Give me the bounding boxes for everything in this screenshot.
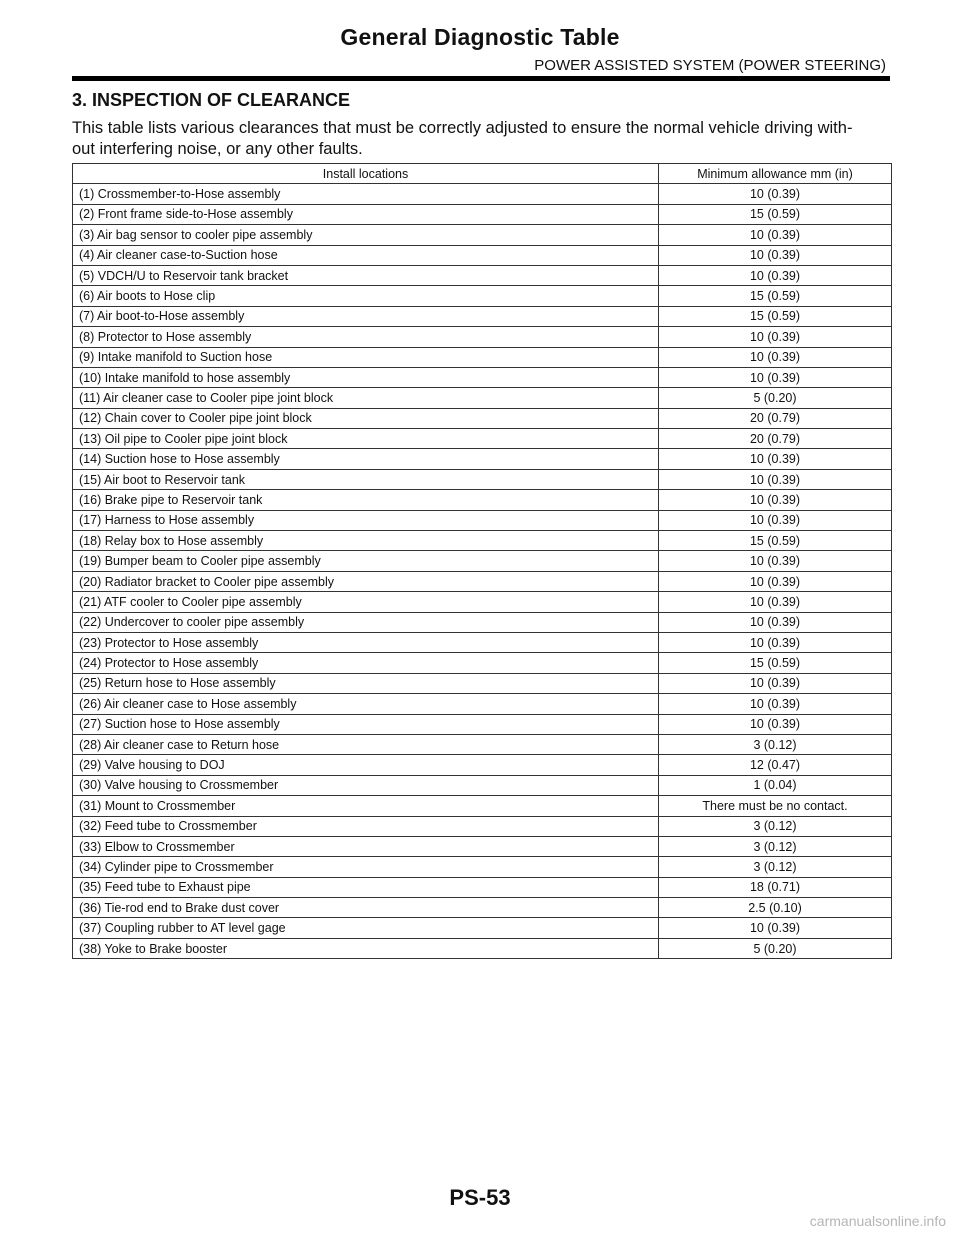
table-row (73, 898, 892, 918)
install-location-cell: (25) Return hose to Hose assembly (73, 673, 659, 693)
table-row (73, 653, 892, 673)
minimum-allowance-cell: 10 (0.39) (659, 571, 892, 591)
minimum-allowance-cell: 10 (0.39) (659, 551, 892, 571)
minimum-allowance-cell: 1 (0.04) (659, 775, 892, 795)
page-number: PS-53 (449, 1185, 511, 1210)
install-location-cell: (2) Front frame side-to-Hose assembly (73, 204, 659, 224)
table-row (73, 734, 892, 754)
install-location-cell: (38) Yoke to Brake booster (73, 938, 659, 958)
minimum-allowance-cell: 20 (0.79) (659, 408, 892, 428)
minimum-allowance-cell: 15 (0.59) (659, 204, 892, 224)
install-location-cell: (21) ATF cooler to Cooler pipe assembly (73, 592, 659, 612)
table-row (73, 877, 892, 897)
minimum-allowance-cell: 10 (0.39) (659, 918, 892, 938)
table-header-row (73, 164, 892, 184)
minimum-allowance-cell: 18 (0.71) (659, 877, 892, 897)
minimum-allowance-cell: 15 (0.59) (659, 531, 892, 551)
minimum-allowance-cell: 10 (0.39) (659, 694, 892, 714)
minimum-allowance-cell: 10 (0.39) (659, 632, 892, 652)
clearance-table (72, 163, 892, 959)
minimum-allowance-cell: 10 (0.39) (659, 449, 892, 469)
install-location-cell: (8) Protector to Hose assembly (73, 327, 659, 347)
table-row (73, 490, 892, 510)
minimum-allowance-cell: 10 (0.39) (659, 367, 892, 387)
minimum-allowance-cell: 10 (0.39) (659, 673, 892, 693)
table-row (73, 408, 892, 428)
install-location-cell: (5) VDCH/U to Reservoir tank bracket (73, 265, 659, 285)
table-row (73, 388, 892, 408)
minimum-allowance-cell: 15 (0.59) (659, 653, 892, 673)
minimum-allowance-cell: 10 (0.39) (659, 184, 892, 204)
header-divider (72, 76, 890, 81)
minimum-allowance-cell: 10 (0.39) (659, 490, 892, 510)
minimum-allowance-cell: 20 (0.79) (659, 429, 892, 449)
minimum-allowance-cell: 10 (0.39) (659, 714, 892, 734)
install-location-cell: (14) Suction hose to Hose assembly (73, 449, 659, 469)
install-location-cell: (20) Radiator bracket to Cooler pipe assembly (73, 571, 659, 591)
table-row (73, 306, 892, 326)
table-row (73, 347, 892, 367)
table-row (73, 286, 892, 306)
table-row (73, 510, 892, 530)
install-location-cell: (26) Air cleaner case to Hose assembly (73, 694, 659, 714)
page-title: General Diagnostic Table (340, 24, 620, 50)
table-row (73, 694, 892, 714)
minimum-allowance-cell: 15 (0.59) (659, 286, 892, 306)
install-location-cell: (22) Undercover to cooler pipe assembly (73, 612, 659, 632)
install-location-cell: (12) Chain cover to Cooler pipe joint block (73, 408, 659, 428)
table-body (73, 184, 892, 959)
minimum-allowance-cell: 10 (0.39) (659, 265, 892, 285)
table-row (73, 245, 892, 265)
table-row (73, 449, 892, 469)
minimum-allowance-cell: 10 (0.39) (659, 469, 892, 489)
install-location-cell: (16) Brake pipe to Reservoir tank (73, 490, 659, 510)
minimum-allowance-cell: 15 (0.59) (659, 306, 892, 326)
install-location-cell: (29) Valve housing to DOJ (73, 755, 659, 775)
table-row (73, 469, 892, 489)
install-location-cell: (32) Feed tube to Crossmember (73, 816, 659, 836)
table-row (73, 632, 892, 652)
minimum-allowance-cell: 3 (0.12) (659, 836, 892, 856)
minimum-allowance-cell: 3 (0.12) (659, 857, 892, 877)
install-location-cell: (18) Relay box to Hose assembly (73, 531, 659, 551)
install-location-cell: (1) Crossmember-to-Hose assembly (73, 184, 659, 204)
install-location-cell: (35) Feed tube to Exhaust pipe (73, 877, 659, 897)
table-row (73, 327, 892, 347)
clearance-table-container (72, 163, 891, 959)
install-location-cell: (37) Coupling rubber to AT level gage (73, 918, 659, 938)
column-header-install-locations: Install locations (73, 164, 659, 184)
intro-paragraph (72, 118, 892, 160)
table-row (73, 429, 892, 449)
install-location-cell: (17) Harness to Hose assembly (73, 510, 659, 530)
install-location-cell: (10) Intake manifold to hose assembly (73, 367, 659, 387)
install-location-cell: (19) Bumper beam to Cooler pipe assembly (73, 551, 659, 571)
table-row (73, 918, 892, 938)
minimum-allowance-cell: 5 (0.20) (659, 388, 892, 408)
intro-line-1: This table lists various clearances that must be correctly adjusted to ensure the normal vehicle driving with- (72, 119, 853, 137)
table-row (73, 265, 892, 285)
table-row (73, 612, 892, 632)
minimum-allowance-cell: 3 (0.12) (659, 734, 892, 754)
table-row (73, 184, 892, 204)
table-row (73, 755, 892, 775)
install-location-cell: (33) Elbow to Crossmember (73, 836, 659, 856)
minimum-allowance-cell: 10 (0.39) (659, 225, 892, 245)
install-location-cell: (23) Protector to Hose assembly (73, 632, 659, 652)
minimum-allowance-cell: 10 (0.39) (659, 347, 892, 367)
minimum-allowance-cell: 10 (0.39) (659, 327, 892, 347)
table-row (73, 367, 892, 387)
table-row (73, 225, 892, 245)
intro-line-2: out interfering noise, or any other faults. (72, 140, 363, 158)
table-row (73, 857, 892, 877)
install-location-cell: (30) Valve housing to Crossmember (73, 775, 659, 795)
table-row (73, 775, 892, 795)
install-location-cell: (27) Suction hose to Hose assembly (73, 714, 659, 734)
table-row (73, 551, 892, 571)
minimum-allowance-cell: 5 (0.20) (659, 938, 892, 958)
table-row (73, 204, 892, 224)
table-row (73, 571, 892, 591)
install-location-cell: (28) Air cleaner case to Return hose (73, 734, 659, 754)
table-row (73, 592, 892, 612)
install-location-cell: (3) Air bag sensor to cooler pipe assembly (73, 225, 659, 245)
install-location-cell: (4) Air cleaner case-to-Suction hose (73, 245, 659, 265)
table-row (73, 836, 892, 856)
install-location-cell: (13) Oil pipe to Cooler pipe joint block (73, 429, 659, 449)
section-heading: 3. INSPECTION OF CLEARANCE (72, 90, 351, 110)
minimum-allowance-cell: 10 (0.39) (659, 592, 892, 612)
minimum-allowance-cell: There must be no contact. (659, 796, 892, 816)
install-location-cell: (24) Protector to Hose assembly (73, 653, 659, 673)
minimum-allowance-cell: 10 (0.39) (659, 612, 892, 632)
table-row (73, 816, 892, 836)
minimum-allowance-cell: 3 (0.12) (659, 816, 892, 836)
install-location-cell: (34) Cylinder pipe to Crossmember (73, 857, 659, 877)
minimum-allowance-cell: 10 (0.39) (659, 245, 892, 265)
install-location-cell: (15) Air boot to Reservoir tank (73, 469, 659, 489)
table-row (73, 938, 892, 958)
minimum-allowance-cell: 12 (0.47) (659, 755, 892, 775)
minimum-allowance-cell: 2.5 (0.10) (659, 898, 892, 918)
section-subtitle: POWER ASSISTED SYSTEM (POWER STEERING) (534, 57, 886, 74)
install-location-cell: (7) Air boot-to-Hose assembly (73, 306, 659, 326)
install-location-cell: (9) Intake manifold to Suction hose (73, 347, 659, 367)
install-location-cell: (36) Tie-rod end to Brake dust cover (73, 898, 659, 918)
install-location-cell: (11) Air cleaner case to Cooler pipe joint block (73, 388, 659, 408)
column-header-minimum-allowance: Minimum allowance mm (in) (659, 164, 892, 184)
watermark: carmanualsonline.info (809, 1213, 946, 1229)
table-row (73, 531, 892, 551)
minimum-allowance-cell: 10 (0.39) (659, 510, 892, 530)
table-row (73, 796, 892, 816)
table-row (73, 673, 892, 693)
install-location-cell: (31) Mount to Crossmember (73, 796, 659, 816)
table-row (73, 714, 892, 734)
install-location-cell: (6) Air boots to Hose clip (73, 286, 659, 306)
